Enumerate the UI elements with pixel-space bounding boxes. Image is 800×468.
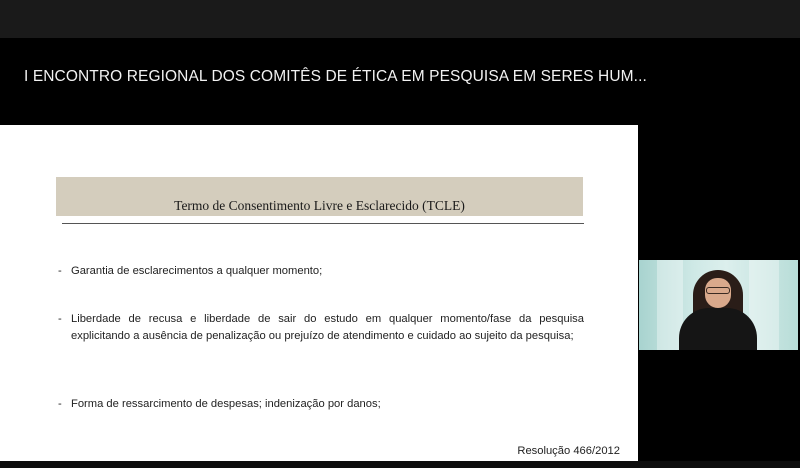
heading-divider [62,223,584,224]
slide-heading-band [56,177,583,216]
bullet-text: Forma de ressarcimento de despesas; indenização por danos; [71,398,381,410]
bullet-dash: - [58,265,62,277]
bullet-dash: - [58,313,62,325]
bullet-text: Liberdade de recusa e liberdade de sair do estudo em qualquer momento/fase da pesquisa explicitando a ausência de penalização ou prejuízo de atendimento e cuidado ao sujeito da pesquisa; [71,313,584,342]
top-toolbar-strip [0,0,800,38]
slide-footer-reference: Resolução 466/2012 [517,445,620,457]
slide-bullet [58,311,584,345]
participant-video-tile[interactable] [639,260,798,350]
bullet-dash: - [58,398,62,410]
participant-body [679,308,757,350]
slide-bullet [58,263,584,280]
bottom-strip [0,461,800,468]
meeting-title: I ENCONTRO REGIONAL DOS COMITÊS DE ÉTICA EM PESQUISA EM SERES HUM... [24,68,647,85]
slide-heading: Termo de Consentimento Livre e Esclarecido (TCLE) [174,198,465,213]
bullet-text: Garantia de esclarecimentos a qualquer momento; [71,265,323,277]
slide-bullet [58,396,584,413]
shared-slide [0,125,638,461]
glasses-icon [706,287,730,294]
